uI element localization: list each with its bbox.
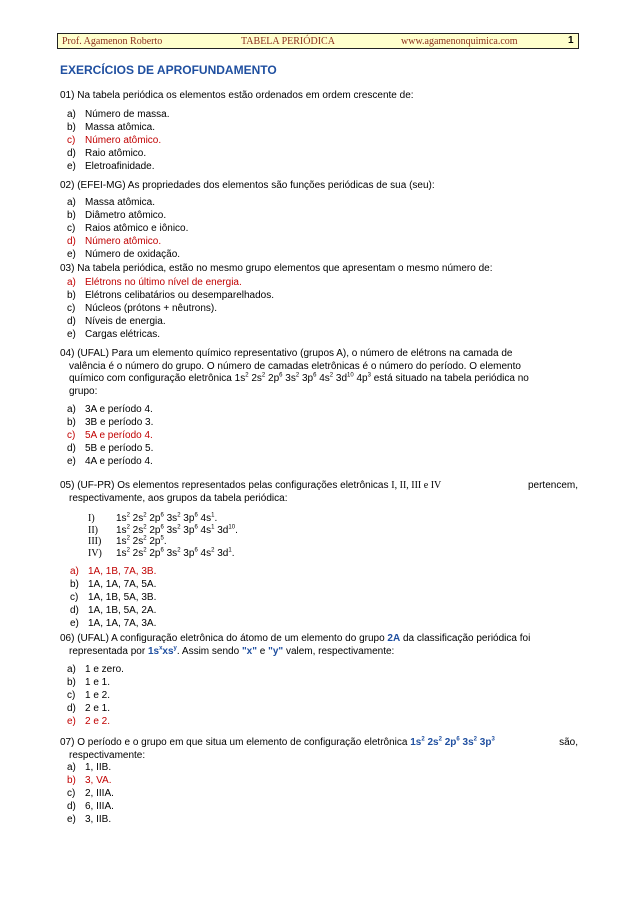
option-letter: a) — [67, 664, 76, 675]
question-07-line2: respectivamente: — [69, 749, 146, 761]
option-text: Cargas elétricas. — [85, 329, 161, 340]
option-letter: c) — [70, 592, 79, 603]
question-01: 01) Na tabela periódica os elementos estão ordenados em ordem crescente de: — [60, 90, 414, 101]
question-06-line1 — [60, 633, 578, 646]
q04-option-a — [67, 403, 153, 416]
question-05-line1 — [60, 480, 578, 493]
question-07-line1 — [60, 737, 578, 750]
question-04-config-tail: está situado na tabela periódica no — [370, 373, 529, 384]
option-letter: c) — [67, 430, 76, 441]
question-04-config-lead: químico com configuração eletrônica 1s — [69, 373, 246, 384]
question-06-var-x: "x" — [241, 645, 257, 657]
option-letter: c) — [67, 135, 76, 146]
q04-option-e — [67, 455, 153, 468]
config-iv: IV) $1s^2$ $2s^2$ $2p^6$ $3s^2$ $3p^6$ $4s^2$ $3d^1$. — [88, 547, 235, 559]
q07-option-a — [67, 761, 114, 774]
option-letter: a) — [67, 404, 76, 415]
question-04-line4: grupo: — [69, 385, 98, 397]
q02-option-a — [67, 196, 188, 209]
option-letter: d) — [67, 236, 76, 247]
option-text: Massa atômica. — [85, 197, 156, 208]
option-text: 2 e 1. — [85, 703, 111, 714]
q07-option-d — [67, 800, 114, 813]
question-05-line2: respectivamente, aos grupos da tabela periódica: — [69, 492, 288, 504]
option-letter: b) — [67, 677, 76, 688]
option-text: Raio atômico. — [85, 148, 147, 159]
q06-option-b — [67, 676, 124, 689]
option-text: Elétrons celibatários ou desemparelhados. — [85, 290, 274, 301]
option-letter: b) — [67, 417, 76, 428]
question-06 — [60, 633, 578, 658]
question-05-configs — [88, 513, 238, 559]
option-letter: b) — [67, 775, 76, 786]
option-text: 1A, 1B, 5A, 3B. — [88, 592, 157, 603]
q02-option-e — [67, 248, 188, 261]
q06-option-c — [67, 689, 124, 702]
option-text: 1 e 2. — [85, 690, 111, 701]
option-letter: d) — [67, 316, 76, 327]
option-text: Elétrons no último nível de energia. — [85, 277, 242, 288]
header-page-number: 1 — [568, 35, 574, 46]
option-text: Raios atômico e iônico. — [85, 223, 189, 234]
option-letter: b) — [67, 290, 76, 301]
config-iii: III) $1s^2$ $2s^2$ $2p^5$. — [88, 535, 167, 547]
option-text: 5B e período 5. — [85, 443, 154, 454]
question-07-tail: são, — [559, 737, 578, 748]
option-text: 3B e período 3. — [85, 417, 154, 428]
option-letter: c) — [67, 690, 76, 701]
q06-option-e — [67, 715, 124, 728]
question-04-line3: químico com configuração eletrônica $1s^2$ $2s^2$ $2p^6$ $3s^2$ $3p^6$ $4s^2$ $3d^{10}$ $4p^3$ está situado na tabela periódica no — [69, 372, 529, 384]
option-text: Número de oxidação. — [85, 249, 181, 260]
question-04-line1: 04) (UFAL) Para um elemento químico representativo (grupos A), o número de elétrons na camada de — [60, 348, 513, 359]
q03-option-c — [67, 302, 274, 315]
question-06-line2-lead: representada por — [69, 645, 146, 657]
question-06-config: $1s^xxs^y$ — [147, 645, 177, 657]
question-07-options — [67, 761, 114, 826]
q02-option-d — [67, 235, 188, 248]
option-letter: b) — [67, 210, 76, 221]
question-07-config: $1s^2$ $2s^2$ $2p^6$ $3s^2$ $3p^3$ — [410, 736, 495, 748]
q01-option-b — [67, 121, 169, 134]
q04-option-d — [67, 442, 153, 455]
config-i: I) $1s^2$ $2s^2$ $2p^6$ $3s^2$ $3p^6$ $4s^1$. — [88, 512, 218, 524]
option-letter: b) — [67, 122, 76, 133]
option-letter: c) — [67, 303, 76, 314]
option-letter: d) — [67, 148, 76, 159]
option-text: Massa atômica. — [85, 122, 156, 133]
option-letter: b) — [70, 579, 79, 590]
q03-option-a — [67, 276, 274, 289]
question-06-line2-mid: . Assim sendo — [176, 645, 240, 657]
option-text: 1 e zero. — [85, 664, 124, 675]
option-letter: a) — [67, 277, 76, 288]
question-01-options — [67, 108, 169, 173]
option-text: Diâmetro atômico. — [85, 210, 167, 221]
option-text: 5A e período 4. — [85, 430, 153, 441]
option-letter: d) — [67, 443, 76, 454]
q01-option-e — [67, 160, 169, 173]
option-text: Número atômico. — [85, 135, 162, 146]
question-05 — [60, 480, 578, 505]
question-05-lead: 05) (UF-PR) Os elementos representados pelas configurações eletrônicas — [60, 480, 389, 491]
option-letter: e) — [70, 618, 79, 629]
option-text: 1A, 1A, 7A, 3A. — [88, 618, 157, 629]
option-letter: a) — [67, 762, 76, 773]
q06-option-d — [67, 702, 124, 715]
question-04 — [60, 348, 578, 398]
q07-option-b — [67, 774, 114, 787]
option-letter: e) — [67, 814, 76, 825]
option-text: 2 e 2. — [85, 716, 111, 727]
question-06-line2-end: valem, respectivamente: — [285, 645, 395, 657]
option-text: 3, VA. — [85, 775, 112, 786]
q04-option-c — [67, 429, 153, 442]
question-06-options — [67, 663, 124, 728]
option-letter: e) — [67, 161, 76, 172]
option-text: 1A, 1A, 7A, 5A. — [88, 579, 157, 590]
q05-option-c — [70, 591, 156, 604]
question-06-tail: da classificação periódica foi — [403, 633, 531, 644]
q07-option-e — [67, 813, 114, 826]
option-text: Número de massa. — [85, 109, 170, 120]
question-06-group: 2A — [387, 633, 401, 644]
option-text: Eletroafinidade. — [85, 161, 155, 172]
option-text: 3, IIB. — [85, 814, 112, 825]
q07-option-c — [67, 787, 114, 800]
option-text: 4A e período 4. — [85, 456, 153, 467]
q03-option-e — [67, 328, 274, 341]
question-04-line2: valência é o número do grupo. O número de camadas eletrônicas é o número do período. O elemento — [69, 360, 521, 372]
option-text: 1 e 1. — [85, 677, 111, 688]
q03-option-b — [67, 289, 274, 302]
option-letter: e) — [67, 716, 76, 727]
q05-option-a — [70, 565, 156, 578]
option-text: Núcleos (prótons + nêutrons). — [85, 303, 218, 314]
option-text: 1, IIB. — [85, 762, 112, 773]
question-07-lead: 07) O período e o grupo em que situa um elemento de configuração eletrônica — [60, 737, 408, 748]
option-letter: a) — [67, 109, 76, 120]
option-letter: e) — [67, 456, 76, 467]
option-letter: c) — [67, 788, 76, 799]
question-07 — [60, 737, 578, 762]
q05-option-b — [70, 578, 156, 591]
q05-option-e — [70, 617, 156, 630]
q05-option-d — [70, 604, 156, 617]
option-text: 2, IIIA. — [85, 788, 114, 799]
option-text: Níveis de energia. — [85, 316, 166, 327]
option-letter: a) — [70, 566, 79, 577]
question-06-var-y: "y" — [268, 645, 284, 657]
question-05-roman-list: I, II, III e IV — [391, 480, 442, 491]
q01-option-c — [67, 134, 169, 147]
option-letter: e) — [67, 329, 76, 340]
q01-option-d — [67, 147, 169, 160]
option-text: 6, IIIA. — [85, 801, 114, 812]
option-text: Número atômico. — [85, 236, 162, 247]
page-header — [57, 33, 579, 49]
question-06-line2: representada por $1s^xxs^y$. Assim sendo "x" e "y" valem, respectivamente: — [69, 645, 395, 657]
option-letter: d) — [67, 703, 76, 714]
question-03: 03) Na tabela periódica, estão no mesmo grupo elementos que apresentam o mesmo número de: — [60, 263, 493, 274]
question-05-options — [70, 565, 156, 630]
option-letter: a) — [67, 197, 76, 208]
option-letter: d) — [70, 605, 79, 616]
header-site: www.agamenonquimica.com — [401, 36, 518, 47]
header-topic: TABELA PERIÓDICA — [241, 36, 335, 47]
option-text: 3A e período 4. — [85, 404, 153, 415]
question-03-options — [67, 276, 274, 341]
header-author: Prof. Agamenon Roberto — [62, 36, 163, 47]
question-05-tail: pertencem, — [527, 480, 578, 491]
q06-option-a — [67, 663, 124, 676]
option-text: 1A, 1B, 5A, 2A. — [88, 605, 157, 616]
question-06-lead: 06) (UFAL) A configuração eletrônica do átomo de um elemento do grupo — [60, 633, 385, 644]
question-02: 02) (EFEI-MG) As propriedades dos elementos são funções periódicas de sua (seu): — [60, 180, 435, 191]
page-title: EXERCÍCIOS DE APROFUNDAMENTO — [60, 63, 277, 77]
question-04-options — [67, 403, 153, 468]
q02-option-c — [67, 222, 188, 235]
option-letter: c) — [67, 223, 76, 234]
q04-option-b — [67, 416, 153, 429]
q03-option-d — [67, 315, 274, 328]
option-letter: e) — [67, 249, 76, 260]
option-text: 1A, 1B, 7A, 3B. — [88, 566, 157, 577]
question-02-options — [67, 196, 188, 261]
q01-option-a — [67, 108, 169, 121]
config-ii: II) $1s^2$ $2s^2$ $2p^6$ $3s^2$ $3p^6$ $4s^1$ $3d^{10}$. — [88, 524, 238, 536]
option-letter: d) — [67, 801, 76, 812]
q02-option-b — [67, 209, 188, 222]
